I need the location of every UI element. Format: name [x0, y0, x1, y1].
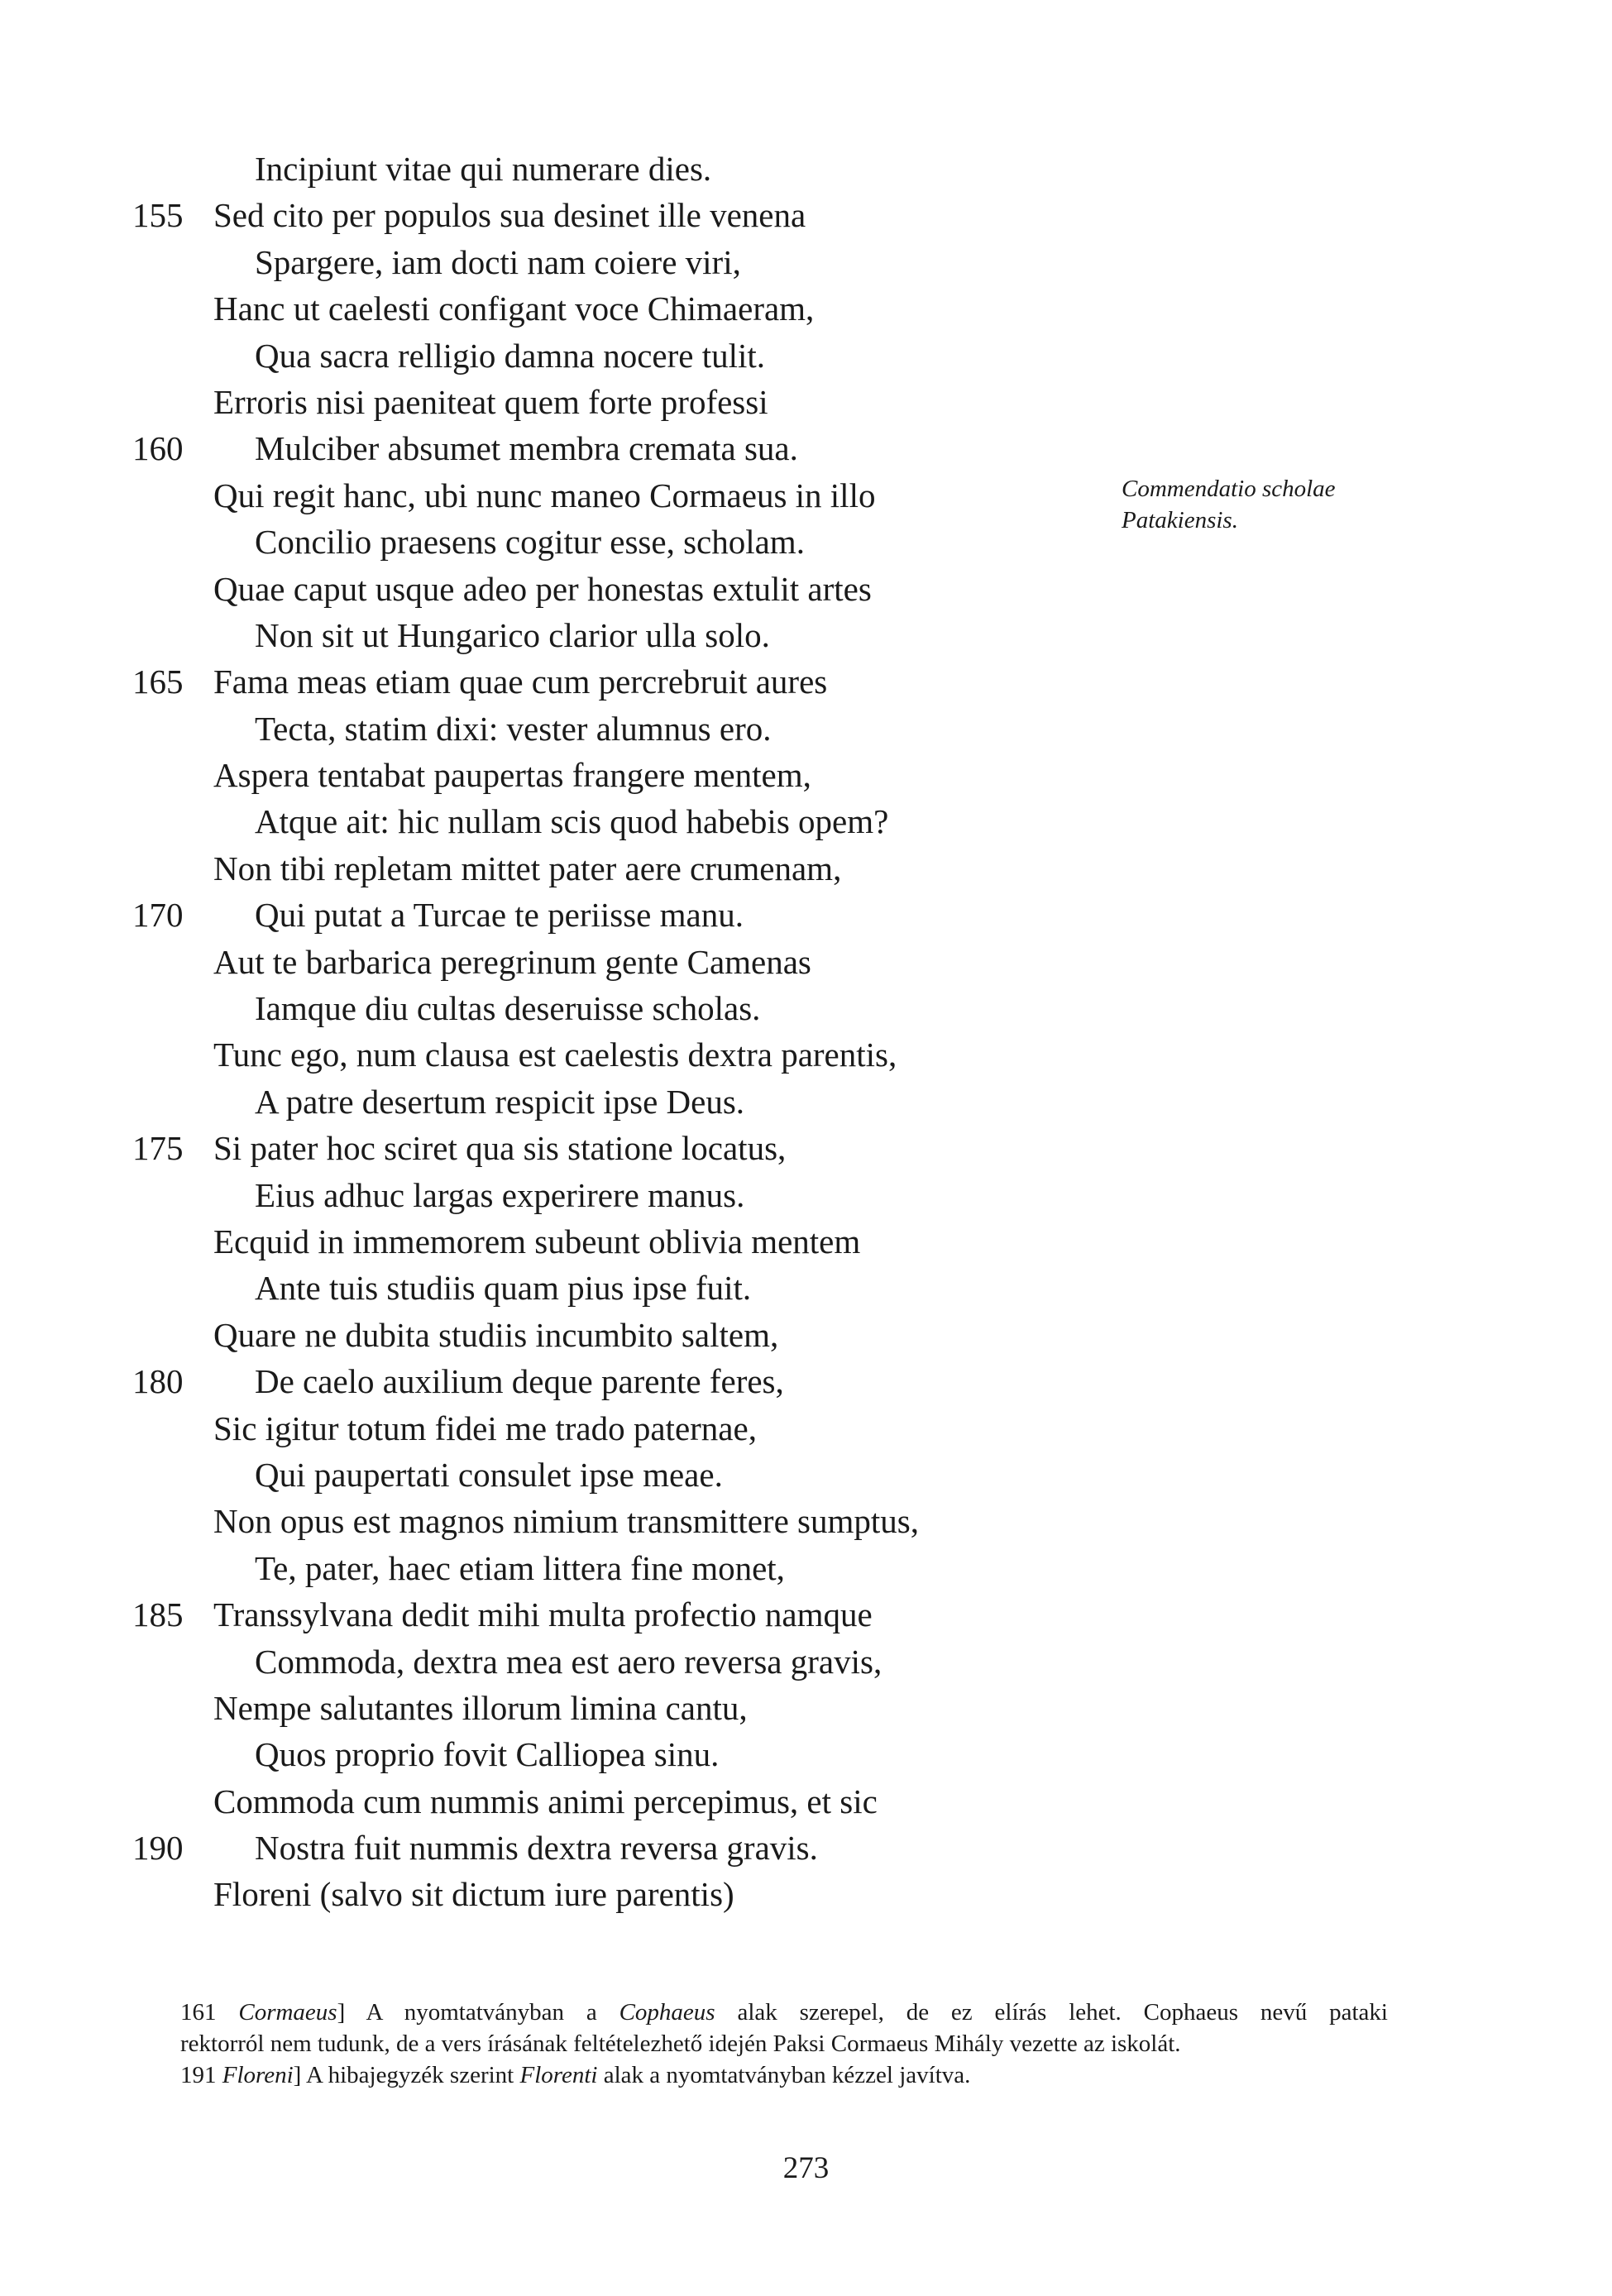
footnote-text: Cophaeus — [619, 1999, 715, 2026]
verse-line — [0, 658, 1612, 705]
verse-line — [0, 472, 1612, 519]
verse-text: Te, pater, haec etiam littera fine monet, — [255, 1548, 785, 1587]
verse-text: Aspera tentabat paupertas frangere mentem, — [213, 756, 811, 795]
verse-line — [0, 1638, 1612, 1685]
verse-text: Eius adhuc largas experirere manus. — [255, 1175, 745, 1214]
verse-text: Tunc ego, num clausa est caelestis dextra parentis, — [213, 1036, 897, 1074]
footnote-text: alak szerepel, de ez elírás lehet. Cophaeus nevű pataki — [715, 1999, 1388, 2026]
verse-line — [0, 706, 1612, 752]
verse-text: Nostra fuit nummis dextra reversa gravis. — [255, 1829, 818, 1868]
line-number: 170 — [132, 896, 184, 935]
footnotes — [180, 1997, 1388, 2091]
verse-line — [0, 752, 1612, 798]
verse-line — [0, 939, 1612, 985]
verse-line — [0, 1172, 1612, 1218]
verse-text: Quae caput usque adeo per honestas extulit artes — [213, 569, 872, 608]
verse-line — [0, 892, 1612, 938]
line-number: 165 — [132, 662, 184, 701]
verse-line — [0, 1498, 1612, 1544]
verse-line — [0, 985, 1612, 1031]
verse-text: Commoda cum nummis animi percepimus, et sic — [213, 1782, 878, 1820]
footnote-lemma: Cormaeus — [238, 1999, 337, 2026]
verse-text: A patre desertum respicit ipse Deus. — [255, 1082, 745, 1121]
verse-line — [0, 285, 1612, 332]
line-number: 185 — [132, 1595, 184, 1634]
verse-text: Qui regit hanc, ubi nunc maneo Cormaeus in illo — [213, 476, 876, 514]
verse-text: Sed cito per populos sua desinet ille venena — [213, 196, 806, 235]
verse-line — [0, 519, 1612, 565]
line-number: 190 — [132, 1829, 184, 1868]
verse-line — [0, 425, 1612, 471]
verse-text: Spargere, iam docti nam coiere viri, — [255, 242, 741, 281]
verse-text: Concilio praesens cogitur esse, scholam. — [255, 523, 805, 562]
verse-text: Non sit ut Hungarico clarior ulla solo. — [255, 615, 770, 654]
verse-text: Quos proprio fovit Calliopea sinu. — [255, 1735, 720, 1774]
footnote-line: 191 Floreni] A hibajegyzék szerint Florenti alak a nyomtatványban kézzel javítva. — [180, 2062, 971, 2088]
verse-line — [0, 1545, 1612, 1591]
verse-text: Quare ne dubita studiis incumbito saltem, — [213, 1315, 779, 1354]
footnote-text: rektorról nem tudunk, de a vers írásának feltételezhető idején Paksi Cormaeus Mihály vezette az iskolát. — [180, 2031, 1181, 2057]
verse-line — [0, 1731, 1612, 1777]
footnote-number: 161 — [180, 1999, 217, 2026]
verse-line — [0, 239, 1612, 285]
verse-text: Qua sacra relligio damna nocere tulit. — [255, 336, 766, 375]
margin-note — [1122, 473, 1336, 536]
verse-text: Hanc ut caelesti configant voce Chimaeram, — [213, 289, 815, 328]
verse-text: De caelo auxilium deque parente feres, — [255, 1362, 784, 1401]
verse-line — [0, 1685, 1612, 1731]
verse-text: Tecta, statim dixi: vester alumnus ero. — [255, 709, 772, 748]
line-number: 180 — [132, 1362, 184, 1401]
page-number: 273 — [782, 2151, 830, 2185]
verse-text: Erroris nisi paeniteat quem forte professi — [213, 382, 768, 421]
verse-text: Incipiunt vitae qui numerare dies. — [255, 150, 712, 188]
verse-line — [0, 1312, 1612, 1358]
verse-line — [0, 845, 1612, 892]
footnote-lemma: Floreni — [222, 2062, 294, 2088]
verse-line — [0, 1405, 1612, 1452]
verse-text: Ante tuis studiis quam pius ipse fuit. — [255, 1269, 752, 1308]
verse-text: Commoda, dextra mea est aero reversa gravis, — [255, 1642, 883, 1681]
verse-text: Aut te barbarica peregrinum gente Camenas — [213, 942, 811, 981]
footnote-text: alak a nyomtatványban kézzel javítva. — [597, 2062, 971, 2088]
verse-line — [0, 1265, 1612, 1311]
verse-text: Ecquid in immemorem subeunt oblivia mentem — [213, 1222, 861, 1260]
verse-text: Mulciber absumet membra cremata sua. — [255, 429, 798, 468]
verse-line — [0, 379, 1612, 425]
verse-line — [0, 1825, 1612, 1871]
footnote-number: 191 — [180, 2062, 217, 2088]
verse-line — [0, 192, 1612, 238]
verse-line — [0, 146, 1612, 192]
footnote-text: A hibajegyzék szerint — [305, 2062, 520, 2088]
footnote-text: A nyomtatványban a — [366, 1999, 619, 2026]
verse-text: Non opus est magnos nimium transmittere sumptus, — [213, 1502, 919, 1541]
margin-note-line: Patakiensis. — [1122, 507, 1238, 533]
verse-text: Non tibi repletam mittet pater aere crumenam, — [213, 849, 842, 887]
verse-text: Si pater hoc sciret qua sis statione locatus, — [213, 1129, 787, 1168]
verse-line — [0, 566, 1612, 612]
footnote-line — [180, 2028, 1388, 2059]
verse-text: Nempe salutantes illorum limina cantu, — [213, 1688, 748, 1727]
verse-line — [0, 1079, 1612, 1125]
verse-text: Fama meas etiam quae cum percrebruit aures — [213, 662, 828, 701]
verse-line — [0, 1218, 1612, 1265]
verse-line — [0, 1778, 1612, 1825]
verse-text: Floreni (salvo sit dictum iure parentis) — [213, 1875, 734, 1914]
verse-line — [0, 1358, 1612, 1404]
poem-text — [0, 146, 1612, 1918]
verse-line — [0, 798, 1612, 844]
verse-text: Transsylvana dedit mihi multa profectio namque — [213, 1595, 873, 1634]
verse-line — [0, 332, 1612, 379]
footnote-line: 161 Cormaeus] A nyomtatványban a Cophaeus alak szerepel, de ez elírás lehet. Cophaeus nevű pataki — [180, 1999, 1388, 2026]
verse-line — [0, 612, 1612, 658]
verse-line — [0, 1591, 1612, 1638]
verse-text: Atque ait: hic nullam scis quod habebis opem? — [255, 802, 889, 841]
verse-line — [0, 1452, 1612, 1498]
verse-text: Qui putat a Turcae te periisse manu. — [255, 896, 744, 935]
line-number: 160 — [132, 429, 184, 468]
verse-line — [0, 1031, 1612, 1078]
verse-line — [0, 1125, 1612, 1171]
verse-text: Iamque diu cultas deseruisse scholas. — [255, 989, 761, 1028]
verse-text: Sic igitur totum fidei me trado paternae, — [213, 1409, 757, 1447]
line-number: 175 — [132, 1129, 184, 1168]
margin-note-line: Commendatio scholae — [1122, 476, 1336, 502]
footnote-text: Florenti — [519, 2062, 598, 2088]
verse-line — [0, 1871, 1612, 1917]
line-number: 155 — [132, 196, 184, 235]
verse-text: Qui paupertati consulet ipse meae. — [255, 1455, 723, 1494]
